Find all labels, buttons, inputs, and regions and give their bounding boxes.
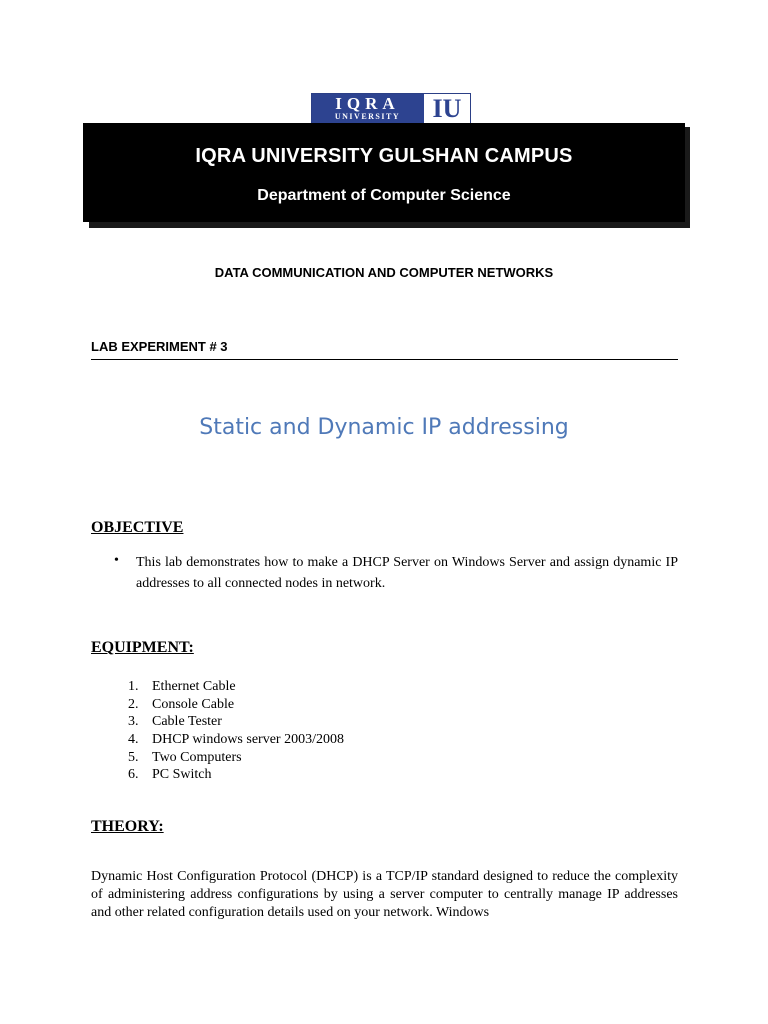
document-title: Static and Dynamic IP addressing <box>199 415 569 440</box>
list-item-text: Console Cable <box>152 696 235 712</box>
list-item-number: 2. <box>128 696 139 712</box>
header-banner <box>83 123 685 222</box>
bullet-icon: • <box>114 553 119 568</box>
objective-heading: OBJECTIVE <box>91 519 184 536</box>
logo-subtext: UNIVERSITY <box>334 112 401 121</box>
list-item <box>128 713 344 731</box>
list-item-text: DHCP windows server 2003/2008 <box>152 732 344 748</box>
list-item-text: PC Switch <box>152 767 212 783</box>
list-item-text: Two Computers <box>152 749 242 765</box>
logo-wordmark: IQRA <box>335 94 400 113</box>
list-item <box>128 731 344 749</box>
theory-paragraph: Dynamic Host Configuration Protocol (DHCP) is a TCP/IP standard designed to reduce the complexity of administering address configurations by using a server computer to centrally manage IP addresses and other related configuration details used on your network. Windows <box>91 869 678 920</box>
objective-text: This lab demonstrates how to make a DHCP Server on Windows Server and assign dynamic IP addresses to all connected nodes in network. <box>136 555 678 591</box>
list-item-number: 1. <box>128 679 139 694</box>
university-logo <box>311 93 471 124</box>
department-name: Department of Computer Science <box>257 187 511 204</box>
list-item <box>128 678 344 696</box>
list-item-number: 4. <box>128 732 139 748</box>
list-item-number: 5. <box>128 749 139 765</box>
list-item <box>128 749 344 767</box>
list-item-text: Ethernet Cable <box>152 679 236 694</box>
lab-experiment-heading: LAB EXPERIMENT # 3 <box>91 339 228 354</box>
equipment-list <box>128 678 344 784</box>
university-name: IQRA UNIVERSITY GULSHAN CAMPUS <box>195 145 573 167</box>
list-item-number: 6. <box>128 767 139 783</box>
list-item-text: Cable Tester <box>152 714 222 730</box>
theory-heading: THEORY: <box>91 818 164 835</box>
list-item <box>128 766 344 784</box>
logo-monogram: IU <box>423 94 470 123</box>
list-item-number: 3. <box>128 714 139 730</box>
equipment-heading: EQUIPMENT: <box>91 639 194 656</box>
list-item <box>128 696 344 714</box>
logo-wordmark-block <box>312 94 423 123</box>
divider <box>91 359 678 360</box>
course-title: DATA COMMUNICATION AND COMPUTER NETWORKS <box>214 265 554 280</box>
